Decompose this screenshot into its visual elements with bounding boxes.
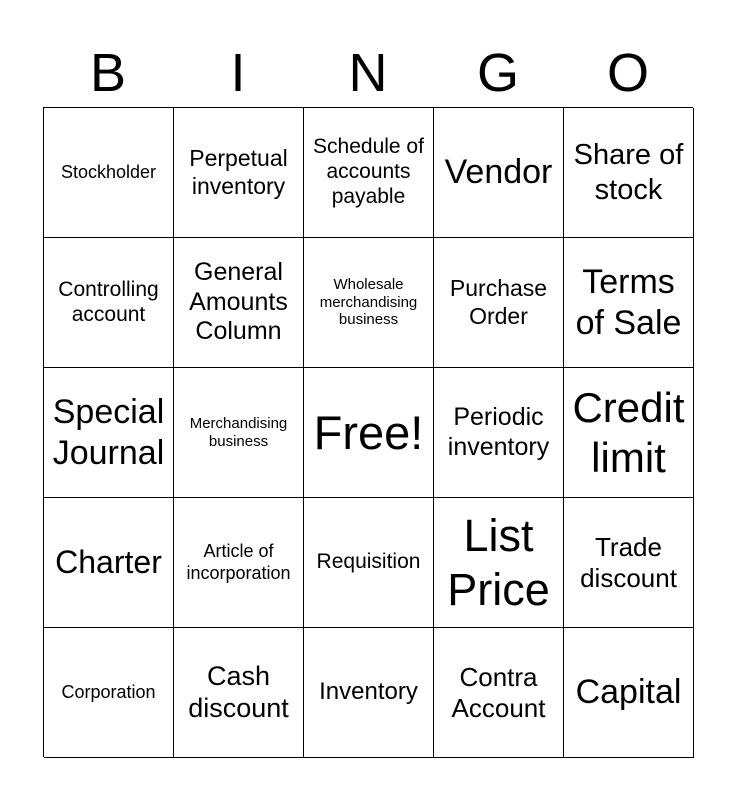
bingo-cell-text: Inventory bbox=[319, 678, 418, 706]
bingo-cell-text: Vendor bbox=[444, 153, 553, 192]
bingo-cell-g2[interactable] bbox=[434, 238, 564, 368]
bingo-cell-i2[interactable] bbox=[174, 238, 304, 368]
bingo-cell-text: Wholesale merchandising business bbox=[319, 275, 418, 329]
bingo-cell-b3[interactable] bbox=[44, 368, 174, 498]
bingo-cell-o4[interactable] bbox=[564, 498, 694, 628]
bingo-cell-g4[interactable] bbox=[434, 498, 564, 628]
bingo-cell-text: General Amounts Column bbox=[189, 258, 288, 346]
bingo-cell-i4[interactable] bbox=[174, 498, 304, 628]
bingo-cell-text: Article of incorporation bbox=[186, 541, 291, 583]
bingo-cell-text: Contra Account bbox=[451, 661, 546, 723]
bingo-cell-text: Terms of Sale bbox=[575, 263, 682, 342]
bingo-cell-g1[interactable] bbox=[434, 108, 564, 238]
bingo-cell-n5[interactable] bbox=[304, 628, 434, 758]
bingo-cell-text: Charter bbox=[55, 543, 162, 580]
bingo-cell-o5[interactable] bbox=[564, 628, 694, 758]
bingo-cell-text: Trade discount bbox=[580, 531, 677, 593]
bingo-cell-g3[interactable] bbox=[434, 368, 564, 498]
bingo-cell-text: Credit limit bbox=[572, 383, 685, 481]
bingo-cell-b1[interactable] bbox=[44, 108, 174, 238]
bingo-header bbox=[43, 40, 693, 106]
header-letter-o: O bbox=[606, 43, 649, 103]
bingo-cell-o2[interactable] bbox=[564, 238, 694, 368]
bingo-cell-text: Purchase Order bbox=[449, 275, 548, 329]
bingo-cell-text: Share of stock bbox=[573, 139, 684, 206]
bingo-cell-n4[interactable] bbox=[304, 498, 434, 628]
bingo-cell-text: Cash discount bbox=[188, 660, 289, 723]
bingo-cell-n3[interactable] bbox=[304, 368, 434, 498]
bingo-cell-i5[interactable] bbox=[174, 628, 304, 758]
bingo-cell-text: Stockholder bbox=[60, 161, 157, 182]
bingo-cell-text: Schedule of accounts payable bbox=[313, 135, 424, 208]
bingo-cell-b4[interactable] bbox=[44, 498, 174, 628]
bingo-cell-i1[interactable] bbox=[174, 108, 304, 238]
bingo-cell-o1[interactable] bbox=[564, 108, 694, 238]
bingo-cell-n1[interactable] bbox=[304, 108, 434, 238]
bingo-cell-text: Free! bbox=[313, 405, 424, 459]
bingo-cell-b5[interactable] bbox=[44, 628, 174, 758]
header-letter-n: N bbox=[348, 43, 388, 103]
bingo-cell-text: Capital bbox=[575, 673, 682, 712]
bingo-card-grid bbox=[43, 107, 693, 757]
bingo-cell-i3[interactable] bbox=[174, 368, 304, 498]
bingo-cell-text: Periodic inventory bbox=[447, 403, 550, 461]
header-letter-b: B bbox=[89, 43, 127, 103]
bingo-cell-text: Controlling account bbox=[58, 277, 159, 326]
bingo-cell-n2[interactable] bbox=[304, 238, 434, 368]
bingo-cell-text: Special Journal bbox=[52, 393, 165, 472]
header-letter-g: G bbox=[476, 43, 519, 103]
bingo-cell-text: Perpetual inventory bbox=[189, 145, 288, 199]
bingo-cell-text: Merchandising business bbox=[189, 414, 288, 450]
bingo-cell-g5[interactable] bbox=[434, 628, 564, 758]
bingo-cell-text: List Price bbox=[447, 510, 550, 615]
bingo-cell-text: Requisition bbox=[316, 550, 421, 574]
header-letter-i: I bbox=[230, 43, 246, 103]
bingo-cell-o3[interactable] bbox=[564, 368, 694, 498]
bingo-cell-b2[interactable] bbox=[44, 238, 174, 368]
bingo-cell-text: Corporation bbox=[61, 681, 156, 702]
